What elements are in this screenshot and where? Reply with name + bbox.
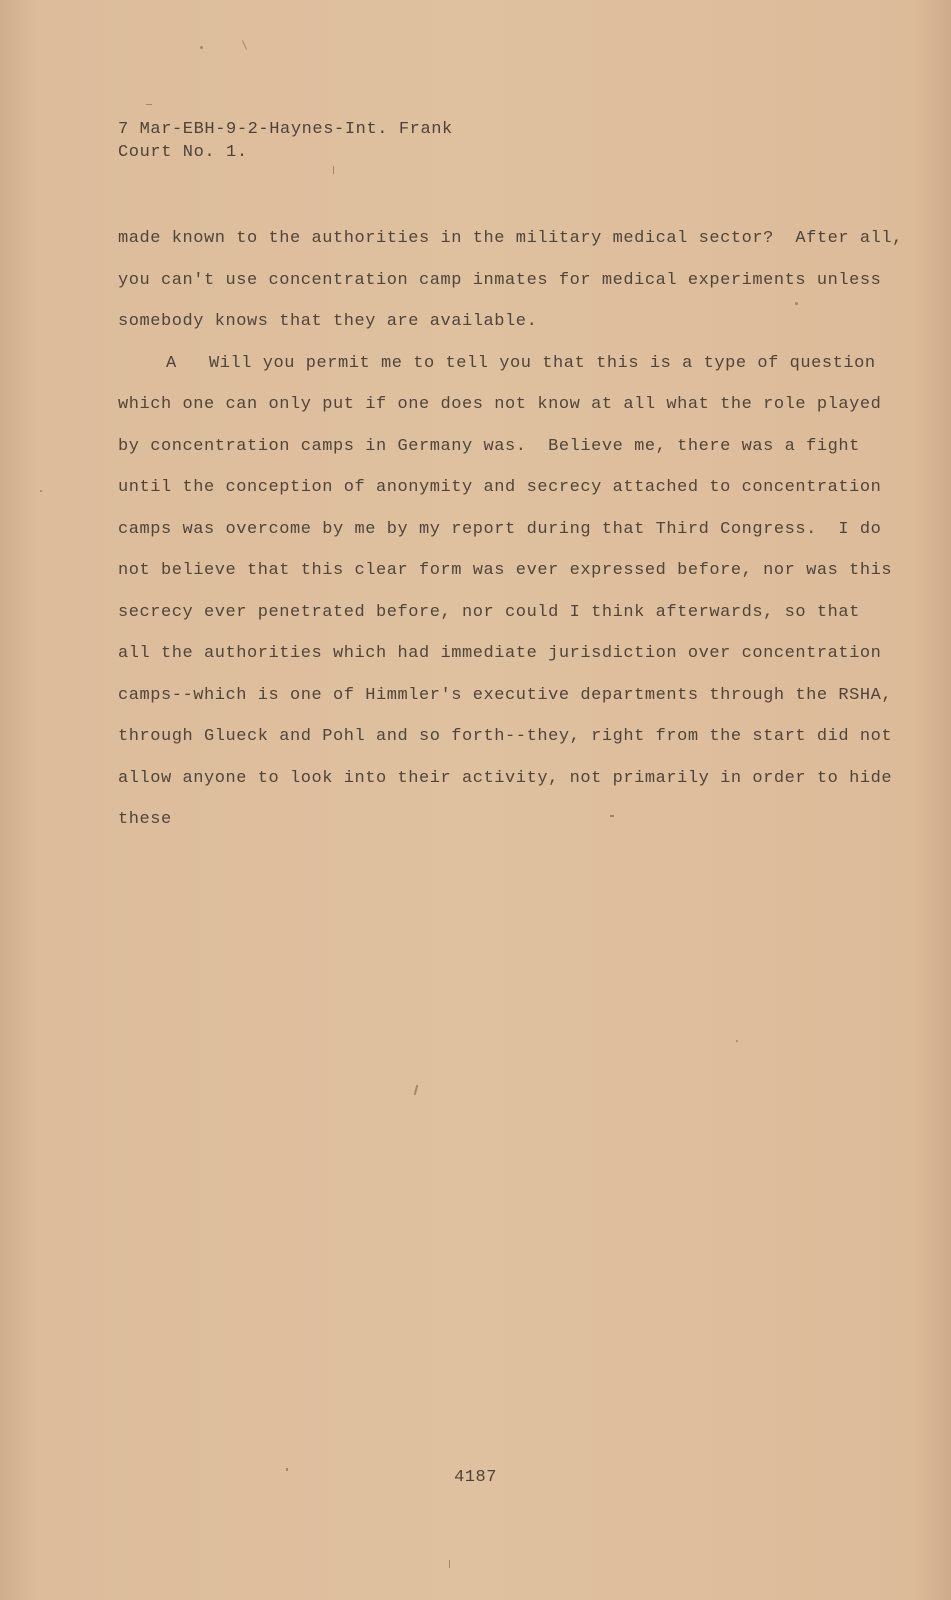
paper-speck: [795, 302, 798, 305]
paper-speck: [146, 104, 152, 105]
transcript-line: allow anyone to look into their activity, not primarily in order to hide: [118, 768, 893, 788]
paper-speck: [286, 1468, 288, 1471]
paper-speck: [200, 46, 203, 49]
header-court-line: Court No. 1.: [118, 143, 248, 162]
transcript-line: secrecy ever penetrated before, nor could I think afterwards, so that: [118, 602, 860, 622]
transcript-line: these: [118, 810, 172, 829]
transcript-line: camps--which is one of Himmler's executive departments through the RSHA,: [118, 685, 893, 705]
paper-speck: [449, 1560, 450, 1568]
paper-speck: [40, 490, 42, 492]
transcript-line: through Glueck and Pohl and so forth--they, right from the start did not: [118, 727, 893, 746]
transcript-line: somebody knows that they are available.: [118, 312, 538, 331]
transcript-line: not believe that this clear form was ever expressed before, nor was this: [118, 561, 893, 580]
transcript-body: [118, 218, 903, 841]
page-number: 4187: [454, 1468, 497, 1487]
transcript-line-answer: A Will you permit me to tell you that this is a type of question: [166, 353, 876, 373]
paper-speck: [414, 1085, 419, 1095]
transcript-line: which one can only put if one does not know at all what the role played: [118, 395, 882, 414]
paper-speck: [242, 40, 247, 49]
paper-speck: [736, 1040, 738, 1042]
transcript-line: by concentration camps in Germany was. Believe me, there was a fight: [118, 436, 860, 456]
transcript-line: camps was overcome by me by my report during that Third Congress. I do: [118, 519, 882, 539]
paper-speck: [333, 166, 334, 174]
transcript-line: you can't use concentration camp inmates for medical experiments unless: [118, 270, 882, 290]
transcript-line: all the authorities which had immediate jurisdiction over concentration: [118, 644, 882, 663]
transcript-line: until the conception of anonymity and secrecy attached to concentration: [118, 478, 882, 497]
transcript-line: made known to the authorities in the military medical sector? After all,: [118, 229, 903, 248]
header-reference-line: 7 Mar-EBH-9-2-Haynes-Int. Frank: [118, 120, 453, 139]
paper-speck: [610, 815, 614, 817]
document-header: [118, 118, 453, 164]
